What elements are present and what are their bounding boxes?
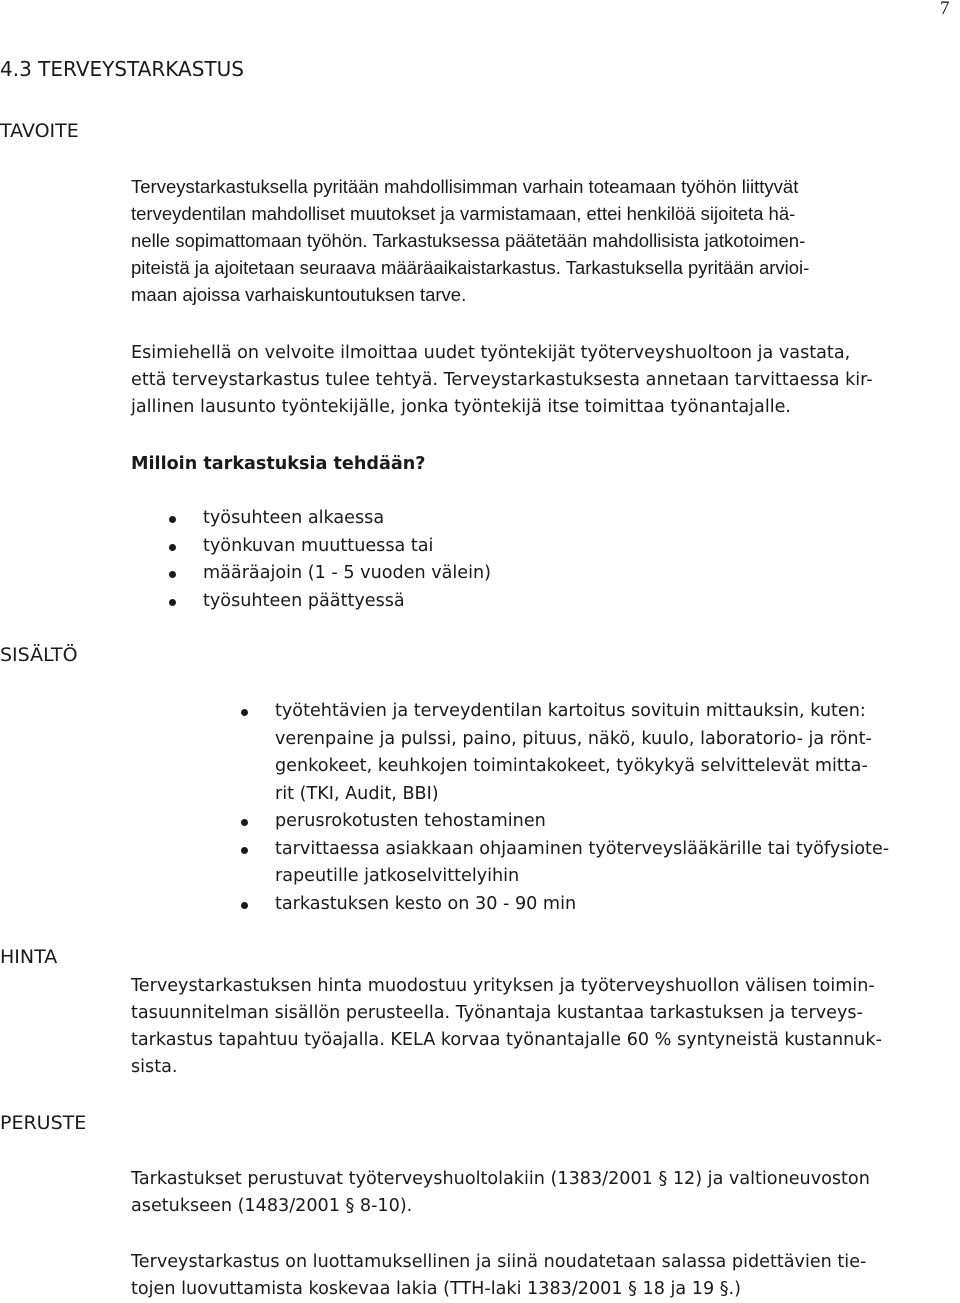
list-item: tarkastuksen kesto on 30 - 90 min <box>275 891 889 919</box>
tavoite-paragraph-1 <box>131 173 951 308</box>
when-list <box>203 505 491 615</box>
text-line: Tarkastukset perustuvat työterveyshuoltolakiin (1383/2001 § 12) ja valtioneuvoston <box>131 1169 870 1189</box>
text-line: asetukseen (1483/2001 § 8-10). <box>131 1196 413 1216</box>
list-item-line: genkokeet, keuhkojen toimintakokeet, työkykyä selvittelevät mitta- <box>275 756 868 776</box>
when-heading: Milloin tarkastuksia tehdään? <box>131 454 426 474</box>
list-item-line: verenpaine ja pulssi, paino, pituus, näkö, kuulo, laboratorio- ja rönt- <box>275 728 872 749</box>
list-item: perusrokotusten tehostaminen <box>275 808 889 836</box>
list-item-line: rapeutille jatkoselvittelyihin <box>275 866 520 886</box>
text-line: tarkastus tapahtuu työajalla. KELA korvaa työnantajalle 60 % syntyneistä kustannuk- <box>131 1030 882 1050</box>
hinta-label: HINTA <box>0 946 58 968</box>
peruste-paragraph-2 <box>131 1249 951 1303</box>
text-line: jallinen lausunto työntekijälle, jonka työntekijä itse toimittaa työnantajalle. <box>131 397 792 417</box>
list-item: työnkuvan muuttuessa tai <box>203 533 491 561</box>
section-title: 4.3 TERVEYSTARKASTUS <box>0 57 244 81</box>
list-item-line: työtehtävien ja terveydentilan kartoitus sovituin mittauksin, kuten: <box>275 701 866 721</box>
text-line: Esimiehellä on velvoite ilmoittaa uudet työntekijät työterveyshuoltoon ja vastata, <box>131 343 851 363</box>
text-line: Terveystarkastus on luottamuksellinen ja siinä noudatetaan salassa pidettävien tie- <box>131 1252 867 1272</box>
text-line: Terveystarkastuksen hinta muodostuu yrityksen ja työterveyshuollon välisen toimin- <box>131 976 875 996</box>
text-line: piteistä ja ajoitetaan seuraava määräaikaistarkastus. Tarkastuksella pyritään arvioi- <box>131 257 810 278</box>
list-item <box>275 836 889 891</box>
list-item-line: rit (TKI, Audit, BBI) <box>275 783 439 804</box>
tavoite-label: TAVOITE <box>0 120 79 142</box>
text-line: sista. <box>131 1057 178 1077</box>
list-item: työsuhteen päättyessä <box>203 588 491 616</box>
page-number: 7 <box>940 0 950 19</box>
list-item <box>275 698 889 808</box>
content-list <box>275 698 889 918</box>
hinta-paragraph <box>131 973 951 1081</box>
text-line: tasuunnitelman sisällön perusteella. Työnantaja kustantaa tarkastuksen ja terveys- <box>131 1003 863 1023</box>
tavoite-paragraph-2 <box>131 340 951 421</box>
text-line: tojen luovuttamista koskevaa lakia (TTH-laki 1383/2001 § 18 ja 19 §.) <box>131 1279 741 1299</box>
list-item: määräajoin (1 - 5 vuoden välein) <box>203 560 491 588</box>
text-line: terveydentilan mahdolliset muutokset ja varmistamaan, ettei henkilöä sijoiteta hä- <box>131 203 796 224</box>
sisalto-label: SISÄLTÖ <box>0 644 78 666</box>
list-item: työsuhteen alkaessa <box>203 505 491 533</box>
peruste-label: PERUSTE <box>0 1112 87 1134</box>
text-line: maan ajoissa varhaiskuntoutuksen tarve. <box>131 284 467 305</box>
text-line: nelle sopimattomaan työhön. Tarkastuksessa päätetään mahdollisista jatkotoimen- <box>131 230 806 251</box>
text-line: että terveystarkastus tulee tehtyä. Terveystarkastuksesta annetaan tarvittaessa kir- <box>131 370 873 390</box>
text-line: Terveystarkastuksella pyritään mahdollisimman varhain toteamaan työhön liittyvät <box>131 176 799 197</box>
peruste-paragraph-1 <box>131 1166 951 1220</box>
list-item-line: tarvittaessa asiakkaan ohjaaminen työterveyslääkärille tai työfysiote- <box>275 838 890 859</box>
